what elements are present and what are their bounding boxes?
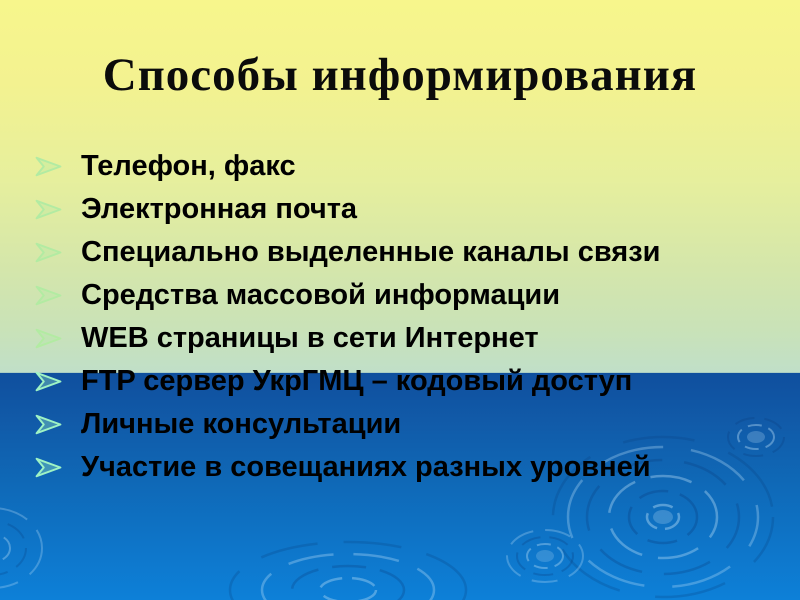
arrow-bullet-icon <box>32 328 81 349</box>
arrow-bullet-icon <box>32 156 81 177</box>
list-item <box>32 231 660 274</box>
list-item-label: Электронная почта <box>81 193 358 225</box>
list-item <box>32 188 660 231</box>
list-item-label: Специально выделенные каналы связи <box>81 236 661 268</box>
list-item <box>32 446 660 489</box>
list-item-label: Участие в совещаниях разных уровней <box>81 451 651 483</box>
arrow-bullet-icon <box>32 457 81 478</box>
arrow-bullet-icon <box>32 242 81 263</box>
list-item-label: WEB страницы в сети Интернет <box>81 322 539 354</box>
slide-title: Способы информирования <box>102 49 698 101</box>
arrow-bullet-icon <box>32 199 81 220</box>
ripple-left-edge <box>0 508 42 588</box>
list-item <box>32 403 660 446</box>
list-item <box>32 145 660 188</box>
arrow-bullet-icon <box>32 414 81 435</box>
list-item-label: Личные консультации <box>81 408 402 440</box>
ripple-small <box>728 418 784 456</box>
list-item-label: Телефон, факс <box>81 150 296 182</box>
arrow-bullet-icon <box>32 285 81 306</box>
ripple-bottom <box>230 542 466 600</box>
list-item <box>32 274 660 317</box>
ripple-medium <box>507 530 583 582</box>
list-item-label: Средства массовой информации <box>81 279 561 311</box>
list-item-label: FTP сервер УкрГМЦ – кодовый доступ <box>81 365 633 397</box>
list-item <box>32 360 660 403</box>
arrow-bullet-icon <box>32 371 81 392</box>
list-item <box>32 317 660 360</box>
bullet-list <box>32 145 660 489</box>
